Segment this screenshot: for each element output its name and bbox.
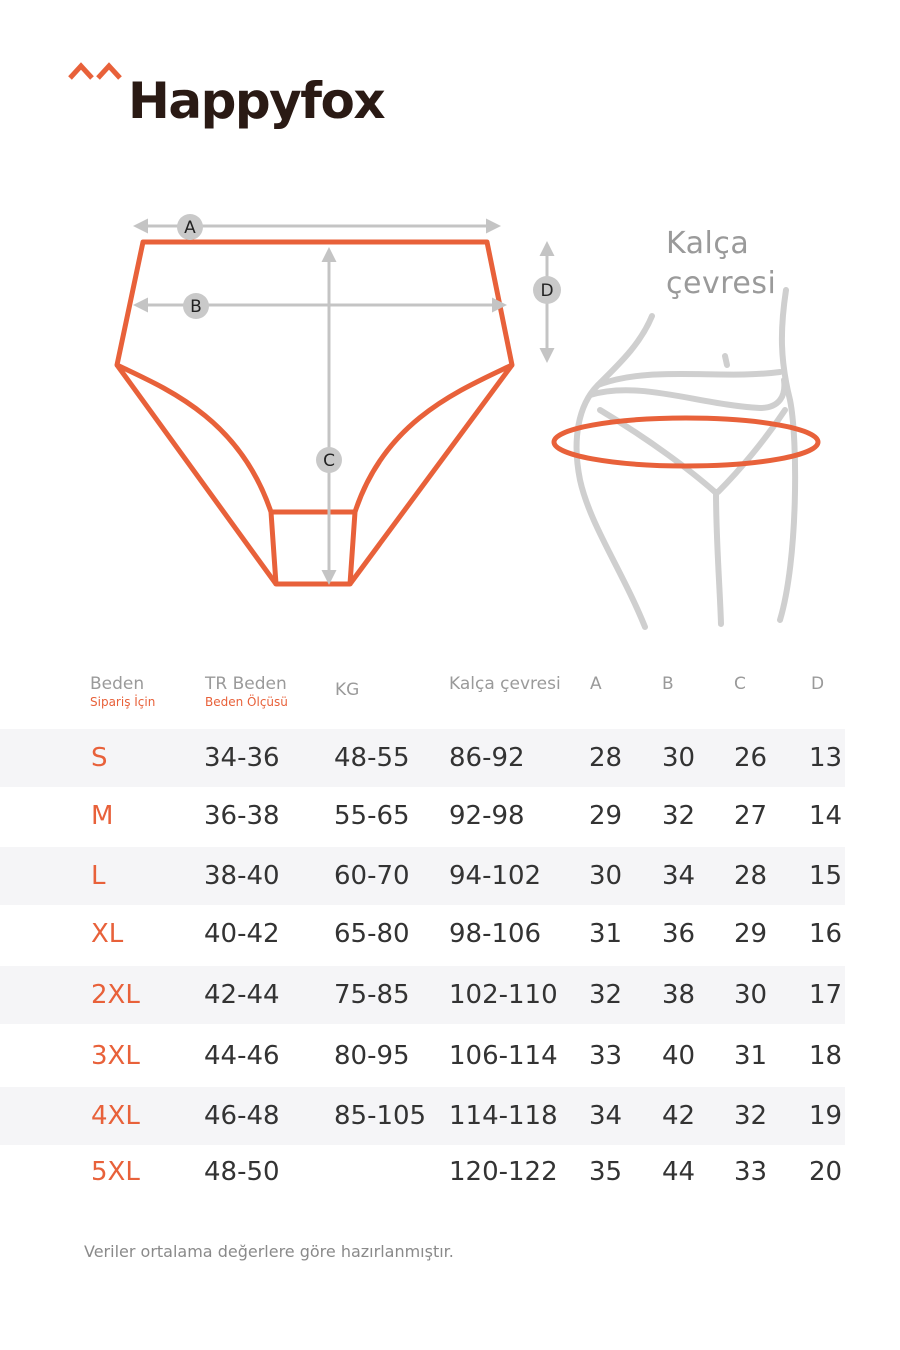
header-c: C [734,674,746,694]
cell-size: 2XL [91,980,140,1010]
cell-size: XL [91,919,124,949]
cell-kg: 48-55 [334,743,410,773]
cell-hip: 106-114 [449,1041,558,1071]
cell-b: 30 [662,743,696,773]
badge-d-label: D [540,281,554,301]
cell-a: 32 [589,980,623,1010]
cell-b: 32 [662,801,696,831]
size-diagram [0,0,900,650]
cell-hip: 86-92 [449,743,525,773]
badge-c-label: C [323,451,335,471]
header-tr-beden: TR Beden Beden Ölçüsü [205,674,288,709]
table-row [0,1143,845,1201]
cell-size: 4XL [91,1101,140,1131]
cell-c: 29 [734,919,768,949]
cell-size: 3XL [91,1041,140,1071]
cell-d: 16 [809,919,843,949]
cell-b: 36 [662,919,696,949]
cell-size: 5XL [91,1157,140,1187]
body-silhouette-icon [577,290,796,627]
cell-a: 29 [589,801,623,831]
cell-tr: 48-50 [204,1157,280,1187]
table-row [0,966,845,1024]
header-d: D [811,674,825,694]
cell-c: 27 [734,801,768,831]
cell-a: 30 [589,861,623,891]
hip-label [666,224,776,304]
header-a: A [590,674,602,694]
cell-d: 13 [809,743,843,773]
hip-measure-ring [554,418,818,466]
cell-hip: 120-122 [449,1157,558,1187]
badge-c [316,447,342,473]
cell-tr: 44-46 [204,1041,280,1071]
header-beden-sub: Sipariş İçin [90,695,156,709]
table-row [0,905,845,963]
cell-a: 34 [589,1101,623,1131]
cell-hip: 94-102 [449,861,542,891]
cell-tr: 40-42 [204,919,280,949]
hip-label-line-1: Kalça [666,226,750,261]
cell-d: 18 [809,1041,843,1071]
cell-d: 20 [809,1157,843,1187]
cell-size: M [91,801,114,831]
cell-kg: 85-105 [334,1101,427,1131]
cell-b: 34 [662,861,696,891]
cell-kg: 55-65 [334,801,410,831]
cell-b: 44 [662,1157,696,1187]
cell-a: 28 [589,743,623,773]
cell-kg: 75-85 [334,980,410,1010]
cell-tr: 46-48 [204,1101,280,1131]
badge-a [177,214,203,240]
brand-name: Happyfox [128,72,385,130]
cell-b: 38 [662,980,696,1010]
badge-d [533,276,561,304]
cell-c: 32 [734,1101,768,1131]
header-kalca: Kalça çevresi [449,674,561,694]
cell-tr: 36-38 [204,801,280,831]
cell-c: 28 [734,861,768,891]
brief-outline [117,242,512,584]
cell-a: 33 [589,1041,623,1071]
cell-hip: 114-118 [449,1101,558,1131]
cell-hip: 102-110 [449,980,558,1010]
cell-c: 31 [734,1041,768,1071]
cell-d: 15 [809,861,843,891]
header-tr-beden-sub: Beden Ölçüsü [205,695,288,709]
cell-d: 17 [809,980,843,1010]
cell-hip: 92-98 [449,801,525,831]
badge-b [183,293,209,319]
cell-tr: 34-36 [204,743,280,773]
cell-b: 42 [662,1101,696,1131]
cell-hip: 98-106 [449,919,542,949]
badge-b-label: B [190,297,202,317]
cell-b: 40 [662,1041,696,1071]
cell-size: S [91,743,108,773]
cell-c: 26 [734,743,768,773]
hip-label-line-2: çevresi [666,266,777,301]
cell-tr: 38-40 [204,861,280,891]
table-row [0,847,845,905]
header-kg: KG [335,680,360,700]
cell-a: 31 [589,919,623,949]
table-row [0,787,845,845]
cell-d: 14 [809,801,843,831]
cell-a: 35 [589,1157,623,1187]
table-row [0,1027,845,1085]
cell-c: 30 [734,980,768,1010]
cell-d: 19 [809,1101,843,1131]
cell-c: 33 [734,1157,768,1187]
table-row [0,729,845,787]
cell-kg: 65-80 [334,919,410,949]
cell-kg: 80-95 [334,1041,410,1071]
cell-tr: 42-44 [204,980,280,1010]
badge-a-label: A [184,218,196,238]
table-row [0,1087,845,1145]
header-beden: Beden Sipariş İçin [90,674,156,709]
cell-kg: 60-70 [334,861,410,891]
footnote: Veriler ortalama değerlere göre hazırlanmıştır. [84,1242,454,1261]
cell-size: L [91,861,106,891]
header-b: B [662,674,674,694]
